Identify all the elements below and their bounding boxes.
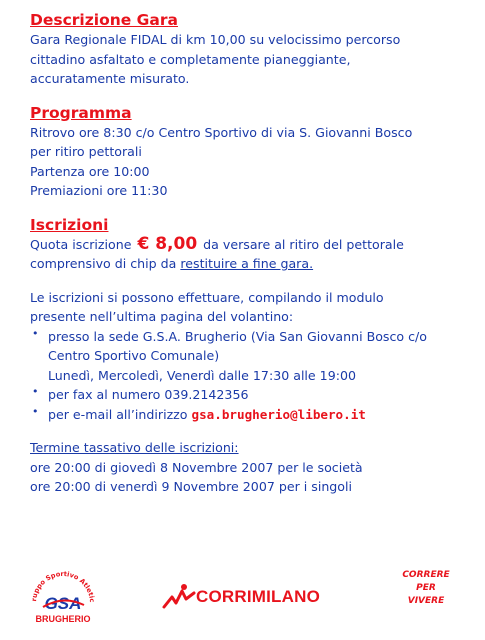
bullet-sede [30, 327, 470, 386]
bullet-icon: • [32, 385, 39, 398]
sponsor-logos [0, 565, 485, 635]
section-title-descrizione: Descrizione Gara [30, 11, 178, 29]
termine-line: ore 20:00 di venerdì 9 Novembre 2007 per i singoli [30, 479, 353, 494]
bullet-email-line [48, 405, 470, 425]
descrizione-line: Gara Regionale FIDAL di km 10,00 su velocissimo percorso [30, 32, 401, 47]
programma-line: Ritrovo ore 8:30 c/o Centro Sportivo di via S. Giovanni Bosco [30, 124, 413, 140]
bullet-sede-hours: Lunedì, Mercoledì, Venerdì dalle 17:30 alle 19:00 [48, 367, 356, 383]
flyer-content [30, 10, 470, 497]
cpv-line: CORRERE [402, 570, 450, 580]
programma-line: per ritiro pettorali [30, 144, 142, 159]
quota-prefix: Quota iscrizione [30, 236, 132, 252]
gsa-mark: GSA [44, 594, 82, 613]
corrimilano-logo [160, 579, 335, 619]
descrizione-line: accuratamente misurato. [30, 71, 190, 86]
quota-line [30, 235, 470, 255]
iscrizioni-intro-line: presente nell’ultima pagina del volantino: [30, 309, 294, 324]
quota-suffix: da versare al ritiro del pettorale [203, 236, 404, 252]
runner-icon [160, 579, 200, 619]
bullet-fax [30, 385, 470, 405]
section-title-iscrizioni: Iscrizioni [30, 215, 109, 234]
corrimilano-text: CORRIMILANO [196, 587, 321, 606]
bullet-fax-line: per fax al numero 039.2142356 [48, 387, 249, 402]
price-value: € 8,00 [137, 233, 198, 254]
termine-title: Termine tassativo delle iscrizioni: [30, 440, 239, 455]
bullet-email-prefix: per e-mail all’indirizzo [48, 406, 192, 422]
bullet-sede-line: Centro Sportivo Comunale) [48, 348, 220, 363]
bullet-icon: • [32, 404, 39, 418]
cpv-line: PER [416, 583, 436, 593]
bullet-icon: • [32, 326, 39, 340]
chip-prefix: comprensivo di chip da [30, 256, 181, 271]
gsa-arc-text: ruppo Sportivo Atletic [30, 569, 97, 603]
chip-return-note: restituire a fine gara. [180, 256, 314, 271]
email-address-link[interactable]: gsa.brugherio@libero.it [191, 406, 366, 422]
descrizione-line: cittadino asfaltato e completamente pianeggiante, [30, 51, 351, 67]
bullet-email [30, 405, 470, 425]
iscrizioni-intro-line: Le iscrizioni si possono effettuare, compilando il modulo [30, 289, 384, 305]
gsa-brugherio-logo [28, 565, 98, 625]
bullet-sede-line: presso la sede G.S.A. Brugherio (Via San Giovanni Bosco c/o [48, 328, 427, 344]
chip-line [30, 254, 470, 274]
termine-line: ore 20:00 di giovedì 8 Novembre 2007 per le società [30, 459, 363, 475]
cpv-line: VIVERE [407, 596, 445, 606]
section-title-programma: Programma [30, 103, 132, 122]
programma-line: Premiazioni ore 11:30 [30, 183, 168, 198]
correre-per-vivere-logo [396, 569, 456, 625]
programma-line: Partenza ore 10:00 [30, 163, 150, 179]
gsa-city: BRUGHERIO [35, 614, 91, 624]
